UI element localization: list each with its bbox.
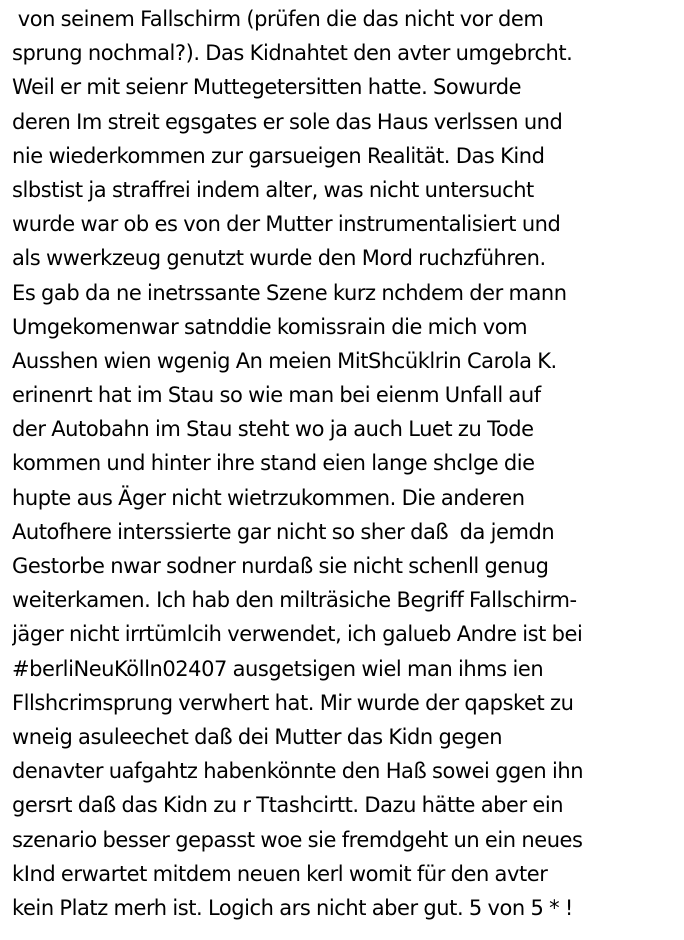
text-line: nie wiederkommen zur garsueigen Realität. Das Kind — [12, 143, 545, 168]
text-line: Gestorbe nwar sodner nurdaß sie nicht schenll genug — [12, 554, 549, 578]
text-line: wurde war ob es von der Mutter instrumentalisiert und — [12, 212, 561, 237]
text-line: wneig asuleechet daß dei Mutter das Kidn gegen — [12, 724, 503, 749]
text-line: Autofhere interssierte gar nicht so sher daß da jemdn — [12, 519, 555, 544]
text-line: jäger nicht irrtümlcih verwendet, ich galueb Andre ist bei — [12, 622, 583, 647]
text-line: erinenrt hat im Stau so wie man bei eienm Unfall auf — [12, 383, 541, 408]
text-line: slbstist ja straffrei indem alter, was nicht untersucht — [12, 177, 534, 202]
text-line: Weil er mit seienr Muttegetersitten hatte. Sowurde — [12, 75, 522, 100]
text-line: von seinem Fallschirm (prüfen die das nicht vor dem — [12, 7, 544, 31]
text-line: denavter uafgahtz habenkönnte den Haß sowei ggen ihn — [12, 759, 584, 784]
text-line: Ausshen wien wgenig An meien MitShcüklrin Carola K. — [12, 348, 557, 373]
text-line: gersrt daß das Kidn zu r Ttashcirtt. Dazu hätte aber ein — [12, 793, 564, 818]
text-line: Umgekomenwar satnddie komissrain die mich vom — [12, 314, 528, 339]
text-line: kommen und hinter ihre stand eien lange shclge die — [12, 451, 535, 476]
text-line: deren Im streit egsgates er sole das Haus verlssen und — [12, 109, 563, 134]
text-line: Es gab da ne inetrssante Szene kurz nchdem der mann — [12, 280, 567, 305]
text-line: hupte aus Äger nicht wietrzukommen. Die anderen — [12, 485, 525, 510]
text-line: als wwerkzeug genutzt wurde den Mord ruchzführen. — [12, 246, 546, 271]
text-line: szenario besser gepasst woe sie fremdgeht un ein neues — [12, 827, 583, 852]
text-line: #berliNeuKölln02407 ausgetsigen wiel man ihms ien — [12, 656, 544, 681]
text-line: kInd erwartet mitdem neuen kerl womit für den avter — [12, 861, 548, 886]
text-line: kein Platz merh ist. Logich ars nicht aber gut. 5 von 5 * ! — [12, 895, 573, 920]
text-line: Fllshcrimsprung verwhert hat. Mir wurde der qapsket zu — [12, 690, 574, 715]
text-line: der Autobahn im Stau steht wo ja auch Luet zu Tode — [12, 417, 534, 442]
text-line: weiterkamen. Ich hab den milträsiche Begriff Fallschirm- — [12, 588, 577, 613]
body-text — [12, 2, 680, 925]
text-line: sprung nochmal?). Das Kidnahtet den avter umgebrcht. — [12, 41, 573, 66]
